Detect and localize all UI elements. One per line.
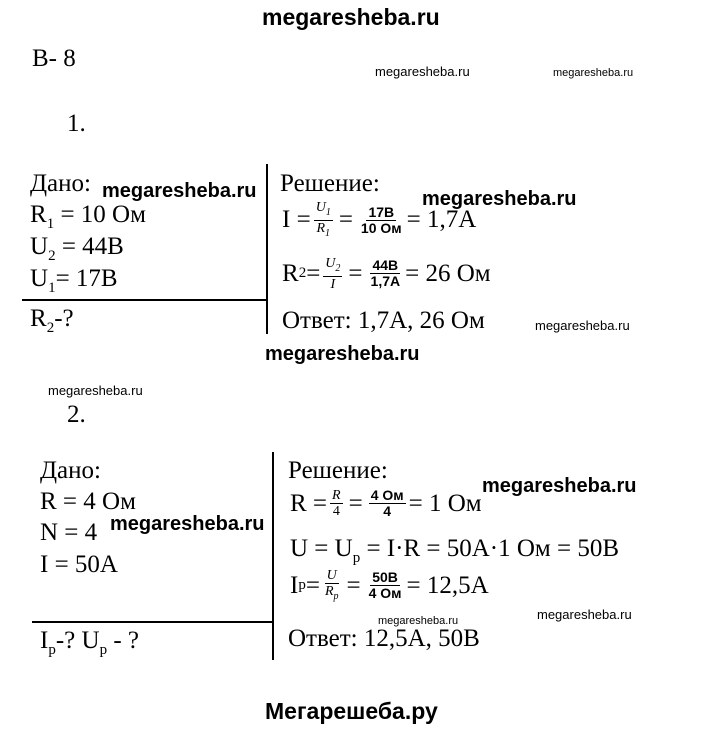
- watermark: megaresheba.ru: [375, 64, 470, 79]
- equation-current: I = $\frac{U_1}{R_1}$ = $\frac{17В}{10 Ом}$ = 1,7А: [282, 200, 477, 239]
- watermark: megaresheba.ru: [553, 67, 634, 79]
- watermark: megaresheba.ru: [422, 188, 577, 210]
- divider-horizontal: [22, 299, 266, 301]
- given-line: N = 4: [40, 519, 98, 546]
- divider-vertical: [266, 164, 268, 334]
- given-line: $U_1= 17В$: [30, 265, 118, 296]
- equation-resistance: R = $\frac{R}{4}$ = $\frac{4 Ом}{4}$ = 1 Ом: [290, 487, 482, 519]
- answer: Ответ: 12,5А, 50В: [288, 625, 480, 652]
- watermark: megaresheba.ru: [102, 180, 257, 202]
- divider-vertical: [272, 452, 274, 660]
- watermark: megaresheba.ru: [482, 475, 637, 497]
- watermark: megaresheba.ru: [535, 318, 630, 333]
- watermark: megaresheba.ru: [110, 513, 265, 535]
- watermark: megaresheba.ru: [537, 607, 632, 622]
- watermark: megaresheba.ru: [378, 615, 459, 627]
- site-footer: Мегарешеба.ру: [265, 698, 438, 724]
- find-line: $R_2-$?: [30, 305, 74, 336]
- divider-horizontal: [32, 621, 272, 623]
- given-line: $R_1 = 10$ Ом: [30, 201, 146, 232]
- find-line: $I_p-$? $U_p$ - ?: [40, 627, 139, 658]
- given-label: Дано:: [30, 170, 91, 197]
- equation-resistance: R 2 = $\frac{U_2}{I}$ = $\frac{44В}{1,7А}$ = 26 Ом: [282, 256, 491, 292]
- task-1-number: 1.: [67, 110, 86, 137]
- task-2-number: 2.: [67, 401, 86, 428]
- site-header: megaresheba.ru: [262, 4, 440, 30]
- given-line: I = 50А: [40, 551, 118, 578]
- solution-label: Решение:: [288, 457, 388, 484]
- equation-voltage: $U = U_p = I\cdot R = 50А\cdot 1$ Ом = 50В: [290, 535, 620, 566]
- given-label: Дано:: [40, 457, 101, 484]
- equation-current: I p = $\frac{U}{R_p}$ = $\frac{50В}{4 Ом}$ = 12,5А: [290, 568, 489, 602]
- answer: Ответ: 1,7А, 26 Ом: [282, 307, 485, 334]
- solution-label: Решение:: [280, 170, 380, 197]
- given-line: $U_2 = 44В$: [30, 233, 124, 264]
- watermark: megaresheba.ru: [265, 343, 420, 365]
- watermark: megaresheba.ru: [48, 383, 143, 398]
- given-line: R = 4 Ом: [40, 488, 136, 515]
- variant-label: В- 8: [32, 45, 76, 72]
